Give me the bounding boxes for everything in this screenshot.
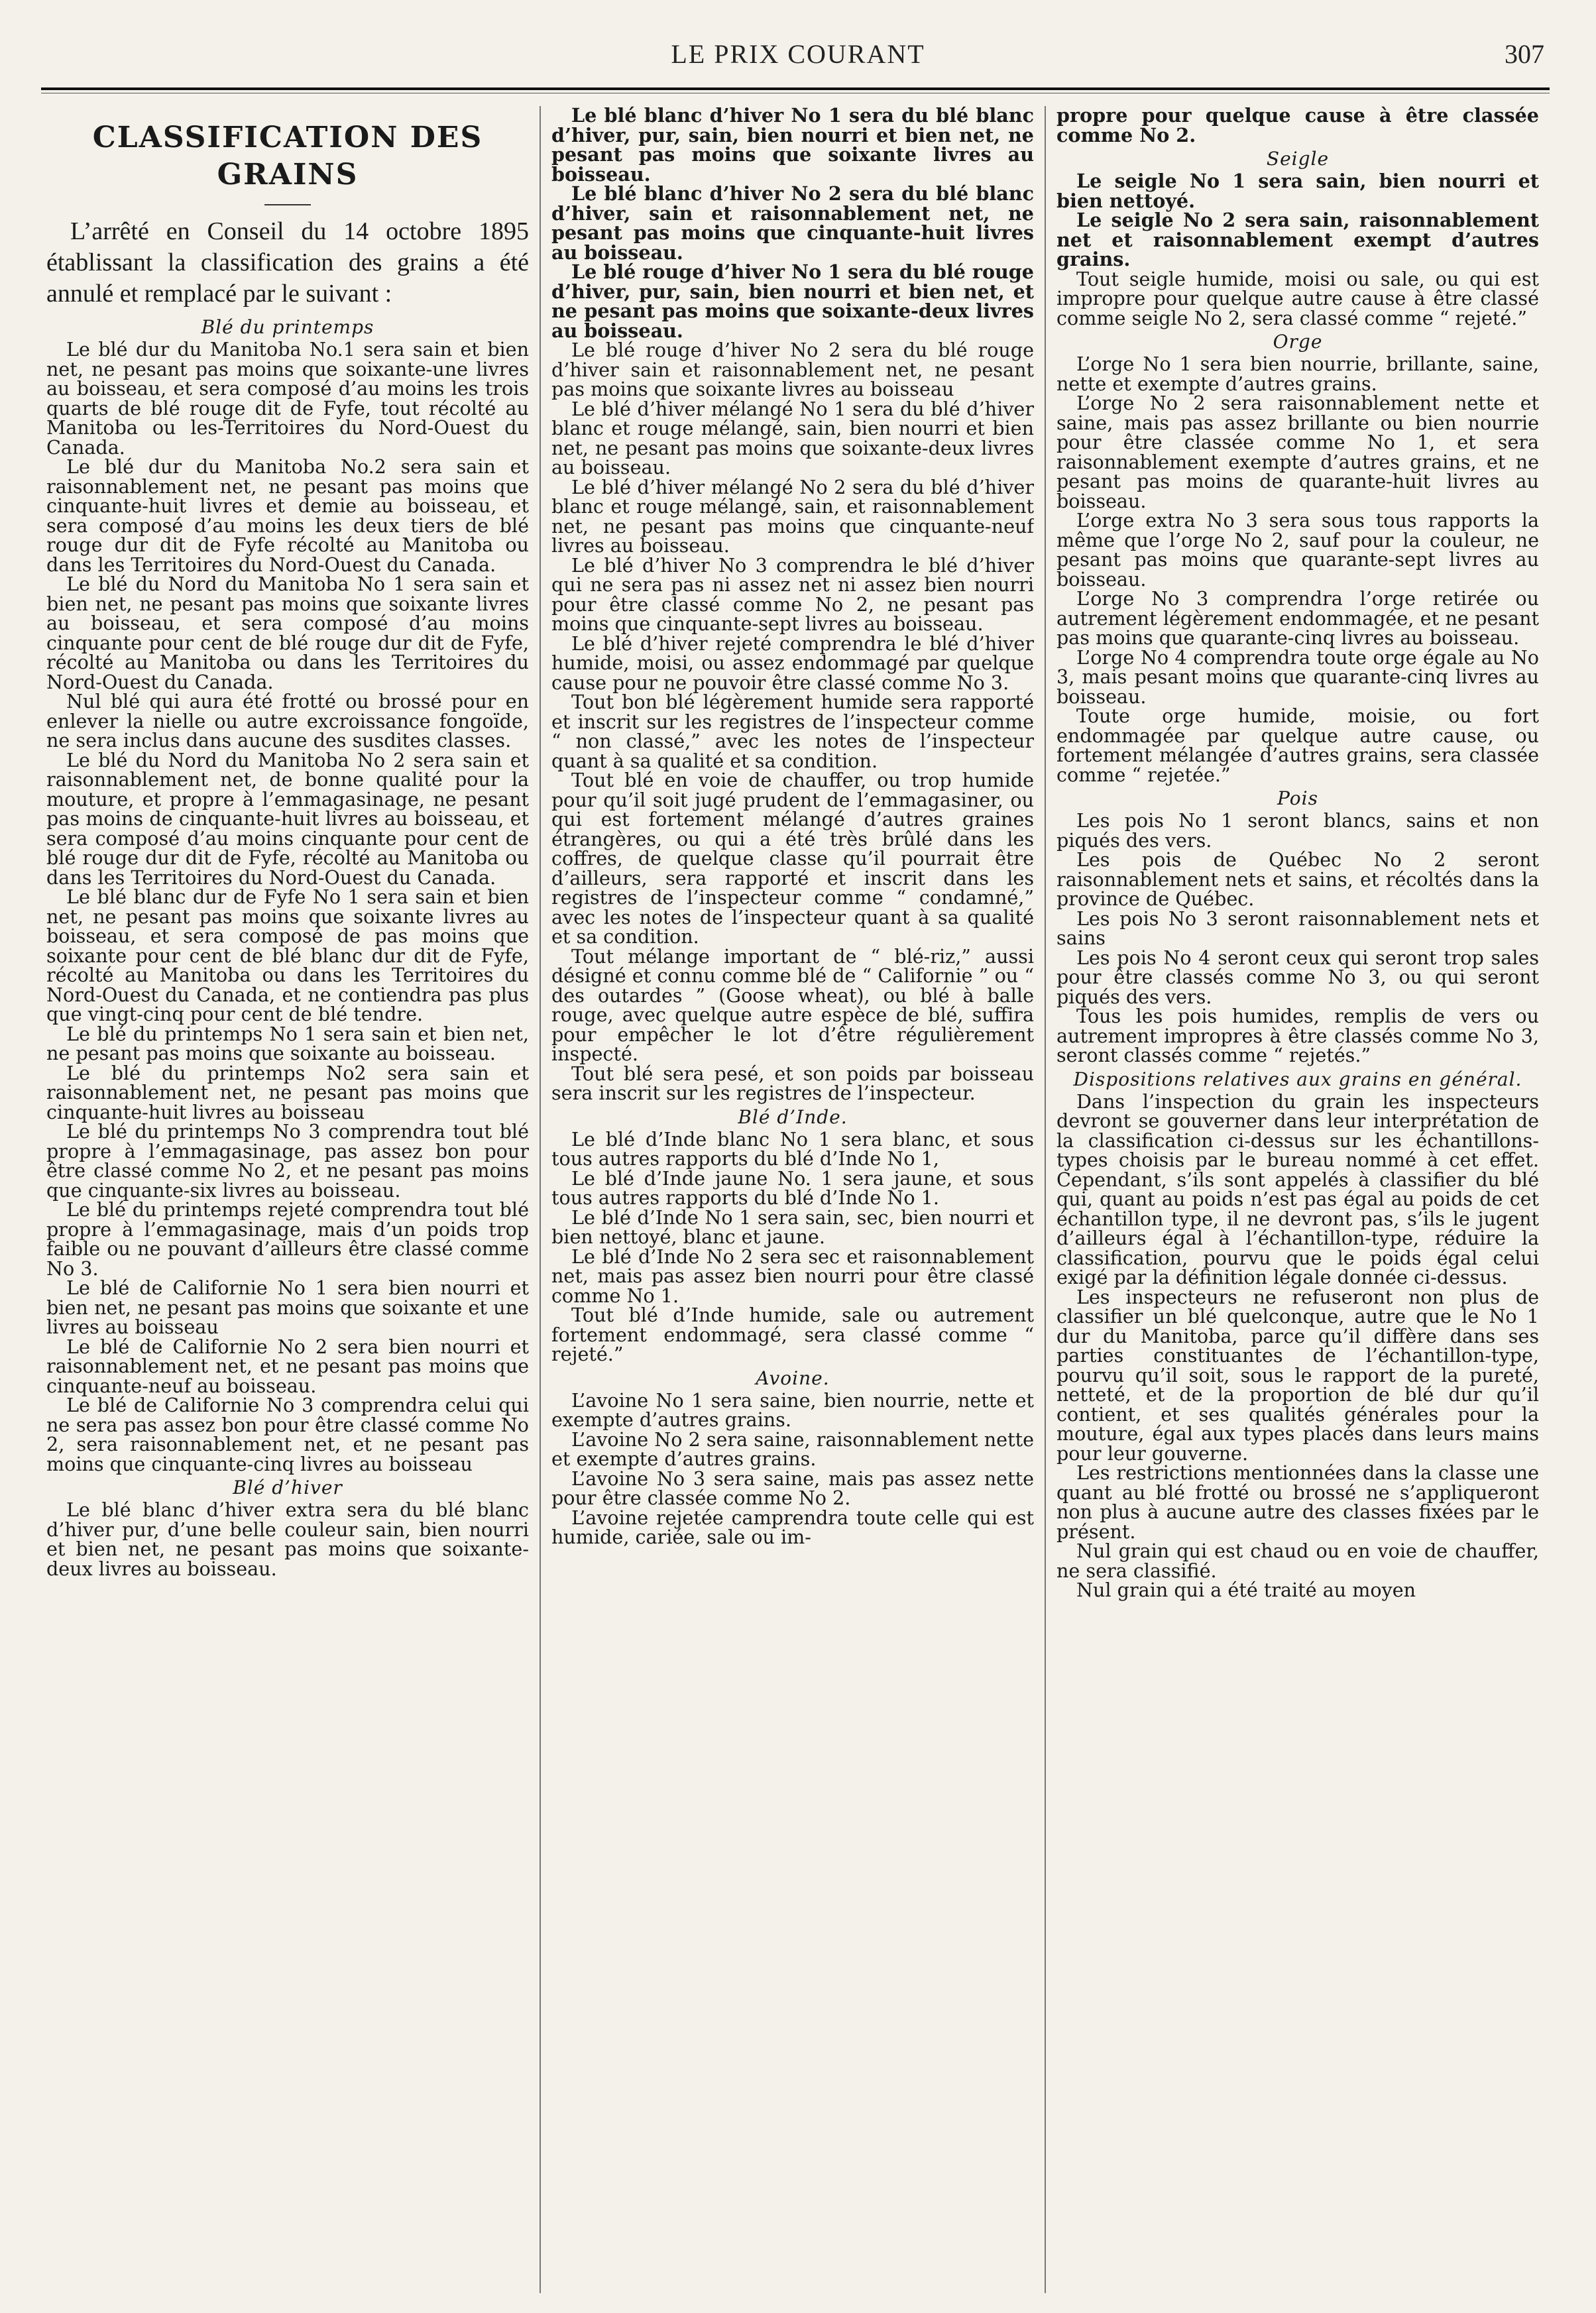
paragraph: Le blé d’Inde No 2 sera sec et raisonnablement net, mais pas assez bien nourri pour être classé comme No 1. xyxy=(551,1245,1034,1307)
paragraph: Le blé d’hiver mélangé No 1 sera du blé d’hiver blanc et rouge mélangé, sain, bien nourri et bien net, ne pesant pas moins que soixante-deux livres au boisseau. xyxy=(551,397,1034,479)
paragraph: Le blé rouge d’hiver No 2 sera du blé rouge d’hiver sain et raisonnablement net, ne pesant pas moins que soixante livres au boisseau xyxy=(551,339,1034,400)
paragraph: Le blé blanc d’hiver No 2 sera du blé blanc d’hiver, sain et raisonnablement net, ne pesant pas moins que cinquante-huit livres au boisseau. xyxy=(551,182,1034,264)
section-heading: Blé du printemps xyxy=(201,316,374,338)
column-2 xyxy=(551,106,1034,2293)
paragraph: Les pois No 3 seront raisonnablement nets et sains xyxy=(1056,907,1539,949)
section-heading: Orge xyxy=(1273,331,1323,353)
paragraph: Le blé d’Inde blanc No 1 sera blanc, et sous tous autres rapports du blé d’Inde No 1, xyxy=(551,1127,1034,1170)
paragraph: L’avoine No 3 sera saine, mais pas assez nette pour être classée comme No 2. xyxy=(551,1467,1034,1509)
page-number: 307 xyxy=(1505,39,1544,69)
paragraph: L’avoine No 2 sera saine, raisonnablement nette et exempte d’autres grains. xyxy=(551,1428,1034,1470)
column-1 xyxy=(46,106,529,2293)
paragraph: Le blé blanc d’hiver No 1 sera du blé blanc d’hiver, pur, sain, bien nourri et bien net, ne pesant pas moins que soixante livres au boisseau. xyxy=(551,106,1034,186)
column-3 xyxy=(1056,106,1539,2293)
column-rule xyxy=(529,106,551,2293)
paragraph: Le blé d’Inde jaune No. 1 sera jaune, et sous tous autres rapports du blé d’Inde No 1. xyxy=(551,1166,1034,1209)
header-rule xyxy=(41,87,1550,90)
paragraph: Le blé blanc dur de Fyfe No 1 sera sain et bien net, ne pesant pas moins que soixante livres au boisseau, et sera composé de pas moins que soixante pour cent de blé blanc dur dit de Fyfe, récolté au Manitoba ou dans les Territoires du Nord-Ouest du Canada, et ne contiendra pas plus que vingt-cinq pour cent de blé tendre. xyxy=(46,885,529,1025)
paragraph: Tout seigle humide, moisi ou sale, ou qui est impropre pour quelque autre cause à être classé comme seigle No 2, sera classé comme “ rejeté.” xyxy=(1056,267,1539,329)
paragraph: Tout bon blé légèrement humide sera rapporté et inscrit sur les registres de l’inspecteur comme “ non classé,” avec les notes de l’inspecteur quant à sa qualité et sa condition. xyxy=(551,691,1034,772)
paragraph: Dans l’inspection du grain les inspecteurs devront se gouverner dans leur interprétation de la classification ci-dessus sur les échantillons-types choisis par le bureau nommé à cet effet. Cependant, s’ils sont appelés à classifier du blé qui, quant au poids n’est pas égal au poids de cet échantillon type, il ne devront pas, s’ils le jugent d’ailleurs égal à l’échantillon-type, réduire la classification, pourvu que le poids égal celui exigé par la définition légale donnée ci-dessus. xyxy=(1056,1090,1539,1288)
section-heading: Blé d’hiver xyxy=(233,1477,343,1498)
paragraph: Toute orge humide, moisie, ou fort endommagée par quelque autre cause, ou fortement mélangée d’autres grains, sera classée comme “ rejetée.” xyxy=(1056,705,1539,786)
title-dash xyxy=(264,204,311,205)
paragraph: Le blé d’hiver mélangé No 2 sera du blé d’hiver blanc et rouge mélangé, sain, et raisonnablement net, ne pesant pas moins que cinquante-neuf livres au boisseau. xyxy=(551,475,1034,557)
section-heading: Pois xyxy=(1277,787,1318,809)
paragraph: Nul grain qui est chaud ou en voie de chauffer, ne sera classifié. xyxy=(1056,1540,1539,1582)
paragraph: Tous les pois humides, remplis de vers ou autrement impropres à être classés comme No 3, seront classés comme “ rejetés.” xyxy=(1056,1005,1539,1066)
article-title: CLASSIFICATION DES GRAINS xyxy=(92,121,483,192)
article-columns xyxy=(46,106,1551,2293)
paragraph: Tout blé d’Inde humide, sale ou autrement fortement endommagé, sera classé comme “ rejeté.” xyxy=(551,1304,1034,1365)
article-intro: L’arrêté en Conseil du 14 octobre 1895 établissant la classification des grains a été annulé et remplacé par le suivant : xyxy=(46,217,529,308)
paragraph: Le blé d’Inde No 1 sera sain, sec, bien nourri et bien nettoyé, blanc et jaune. xyxy=(551,1206,1034,1248)
paragraph: Le seigle No 2 sera sain, raisonnablement net et raisonnablement exempt d’autres grains. xyxy=(1056,209,1539,270)
paragraph: Nul blé qui aura été frotté ou brossé pour en enlever la nielle ou autre excroissance fongoïde, ne sera inclus dans aucune des susdites classes. xyxy=(46,690,529,752)
paragraph: Le blé rouge d’hiver No 1 sera du blé rouge d’hiver, pur, sain, bien nourri et bien net, et ne pesant pas moins que soixante-deux livres au boisseau. xyxy=(551,260,1034,342)
paragraph: Le blé du Nord du Manitoba No 2 sera sain et raisonnablement net, de bonne qualité pour la mouture, et propre à l’emmagasinage, ne pesant pas moins de cinquante-huit livres au boisseau, et sera composé d’au moins cinquante pour cent de blé rouge dur dit de Fyfe, récolté au Manitoba ou dans les Territoires du Nord-Ouest du Canada. xyxy=(46,748,529,889)
section-heading: Avoine. xyxy=(756,1367,830,1389)
paragraph: Nul grain qui a été traité au moyen xyxy=(1076,1579,1416,1601)
paragraph: L’orge No 4 comprendra toute orge égale au No 3, mais pesant moins que quarante-cinq livres au boisseau. xyxy=(1056,646,1539,708)
paragraph: Le blé du printemps No2 sera sain et raisonnablement net, ne pesant pas moins que cinquante-huit livres au boisseau xyxy=(46,1061,529,1123)
paragraph: Les pois de Québec No 2 seront raisonnablement nets et sains, et récoltés dans la province de Québec. xyxy=(1056,848,1539,910)
section-heading: Seigle xyxy=(1266,148,1330,170)
column-rule xyxy=(1034,106,1056,2293)
paragraph: Le blé du printemps No 1 sera sain et bien net, ne pesant pas moins que soixante au boisseau. xyxy=(46,1022,529,1064)
paragraph: Les pois No 1 seront blancs, sains et non piqués des vers. xyxy=(1056,809,1539,852)
paragraph: L’orge No 3 comprendra l’orge retirée ou autrement légèrement endommagée, et ne pesant pas moins que quarante-cinq livres au boisseau. xyxy=(1056,587,1539,649)
paragraph: Les restrictions mentionnées dans la classe une quant au blé frotté ou brossé ne s’appliqueront non plus à aucune autre des classes fixées par le présent. xyxy=(1056,1461,1539,1543)
paragraph: L’orge extra No 3 sera sous tous rapports la même que l’orge No 2, sauf pour la couleur, ne pesant pas moins que quarante-sept livres au boisseau. xyxy=(1056,509,1539,591)
paragraph: Le seigle No 1 sera sain, bien nourri et bien nettoyé. xyxy=(1056,170,1539,212)
paragraph: L’avoine rejetée camprendra toute celle qui est humide, cariée, sale ou im- xyxy=(551,1506,1034,1548)
paragraph: propre pour quelque cause à être classée comme No 2. xyxy=(1056,106,1539,146)
paragraph: L’orge No 2 sera raisonnablement nette et saine, mais pas assez brillante ou bien nourrie pour être classée comme No 1, et sera raisonnablement exempte d’autres grains, et ne pesant pas moins de quarante-huit livres au boisseau. xyxy=(1056,392,1539,512)
paragraph: Le blé d’hiver rejeté comprendra le blé d’hiver humide, moisi, ou assez endommagé par quelque cause pour ne pouvoir être classé comme No 3. xyxy=(551,632,1034,694)
paragraph: Tout blé sera pesé, et son poids par boisseau sera inscrit sur les registres de l’inspecteur. xyxy=(551,1062,1034,1104)
paragraph: Le blé dur du Manitoba No.1 sera sain et bien net, ne pesant pas moins que soixante-une livres au boisseau, et sera composé d’au moins les trois quarts de blé rouge dit de Fyfe, tout récolté au Manitoba ou les-Territoires du Nord-Ouest du Canada. xyxy=(46,338,529,459)
paragraph: Le blé de Californie No 2 sera bien nourri et raisonnablement net, et ne pesant pas moins que cinquante-neuf au boisseau. xyxy=(46,1335,529,1397)
paragraph: L’avoine No 1 sera saine, bien nourrie, nette et exempte d’autres grains. xyxy=(551,1388,1034,1431)
running-head xyxy=(0,38,1596,72)
paragraph: Le blé d’hiver No 3 comprendra le blé d’hiver qui ne sera pas ni assez net ni assez bien nourri pour être classé comme No 2, ne pesant pas moins que cinquante-sept livres au boisseau. xyxy=(551,553,1034,635)
section-heading: Dispositions relatives aux grains en général. xyxy=(1073,1068,1522,1090)
paragraph: Le blé dur du Manitoba No.2 sera sain et raisonnablement net, ne pesant pas moins que cinquante-huit livres et demie au boisseau, et sera composé d’au moins les deux tiers de blé rouge dur dit de Fyfe récolté au Manitoba ou dans les Territoires du Nord-Ouest du Canada. xyxy=(46,455,529,576)
paragraph: Tout mélange important de “ blé-riz,” aussi désigné et connu comme blé de “ Californie ” ou “ des outardes ” (Goose wheat), ou blé à balle rouge, avec quelque autre espèce de blé, suffira pour empêcher le lot d’être régulièrement inspecté. xyxy=(551,944,1034,1065)
paragraph: Le blé du printemps rejeté comprendra tout blé propre à l’emmagasinage, mais d’un poids trop faible ou ne pouvant d’ailleurs être classé comme No 3. xyxy=(46,1198,529,1280)
journal-title: LE PRIX COURANT xyxy=(671,39,925,69)
paragraph: Le blé de Californie No 3 comprendra celui qui ne sera pas assez bon pour être classé comme No 2, sera raisonnablement net, et ne pesant pas moins que cinquante-cinq livres au boisseau xyxy=(46,1394,529,1475)
paragraph: Le blé du printemps No 3 comprendra tout blé propre à l’emmagasinage, pas assez bon pour être classé comme No 2, et ne pesant pas moins que cinquante-six livres au boisseau. xyxy=(46,1120,529,1202)
paragraph: Les inspecteurs ne refuseront non plus de classifier un blé quelconque, autre que le No 1 dur du Manitoba, parce qu’il diffère dans ses parties constituantes de l’échantillon-type, pourvu qu’il soit, sous le rapport de la pureté, netteté, et de la proportion de blé dur qu’il contient, et ses qualités générales pour la mouture, égal aux types placés dans leurs mains pour leur gouverne. xyxy=(1056,1285,1539,1465)
paragraph: Tout blé en voie de chauffer, ou trop humide pour qu’il soit jugé prudent de l’emmagasiner, ou qui est fortement mélangé d’autres graines étrangères, ou qui a été très brûlé dans les coffres, de quelque classe qu’il pourrait être d’ailleurs, sera rapporté et inscrit dans les registres de l’inspecteur comme “ condamné,” avec les notes de l’inspecteur quant à sa qualité et sa condition. xyxy=(551,769,1034,948)
paragraph: Les pois No 4 seront ceux qui seront trop sales pour être classés comme No 3, ou qui seront piqués des vers. xyxy=(1056,946,1539,1008)
section-heading: Blé d’Inde. xyxy=(738,1105,848,1128)
paragraph: L’orge No 1 sera bien nourrie, brillante, saine, nette et exempte d’autres grains. xyxy=(1056,353,1539,395)
paragraph: Le blé du Nord du Manitoba No 1 sera sain et bien net, ne pesant pas moins que soixante livres au boisseau, et sera composé d’au moins cinquante pour cent de blé rouge dur dit de Fyfe, récolté au Manitoba ou dans les Territoires du Nord-Ouest du Canada. xyxy=(46,573,529,693)
paragraph: Le blé blanc d’hiver extra sera du blé blanc d’hiver pur, d’une belle couleur sain, bien nourri et bien net, ne pesant pas moins que soixante-deux livres au boisseau. xyxy=(46,1498,529,1580)
paragraph: Le blé de Californie No 1 sera bien nourri et bien net, ne pesant pas moins que soixante et une livres au boisseau xyxy=(46,1276,529,1338)
